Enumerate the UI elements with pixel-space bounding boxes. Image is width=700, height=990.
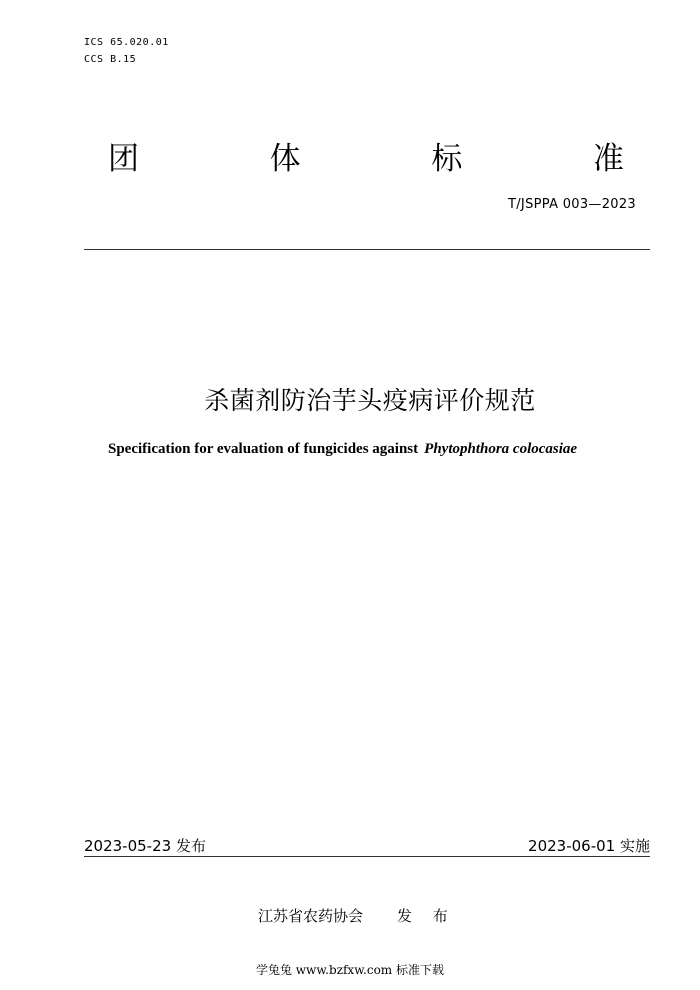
publisher-line xyxy=(258,905,456,926)
title-chinese: 杀菌剂防治芋头疫病评价规范 xyxy=(204,386,536,415)
standard-type-heading xyxy=(108,133,624,178)
footer-watermark: 学兔兔 www.bzfxw.com 标准下载 xyxy=(255,963,445,977)
standard-type-char: 体 xyxy=(269,141,301,177)
top-divider xyxy=(84,249,650,250)
title-english xyxy=(108,441,577,458)
standard-type-char: 团 xyxy=(108,141,139,177)
ics-code: ICS 65.020.01 xyxy=(84,37,169,48)
standard-type-char: 标 xyxy=(431,141,463,177)
title-english-latin-name: Phytophthora colocasiae xyxy=(424,441,578,457)
standard-type-char: 准 xyxy=(592,141,624,177)
implementation-date: 2023-06-01 实施 xyxy=(528,837,650,855)
issue-date: 2023-05-23 发布 xyxy=(84,837,206,855)
ccs-code: CCS B.15 xyxy=(84,54,137,65)
publisher-name: 江苏省农药协会 xyxy=(258,907,364,925)
publish-label: 发 布 xyxy=(397,907,456,925)
title-english-main: Specification for evaluation of fungicides against xyxy=(108,441,419,457)
bottom-divider xyxy=(84,856,650,857)
standard-number: T/JSPPA 003—2023 xyxy=(508,197,636,212)
